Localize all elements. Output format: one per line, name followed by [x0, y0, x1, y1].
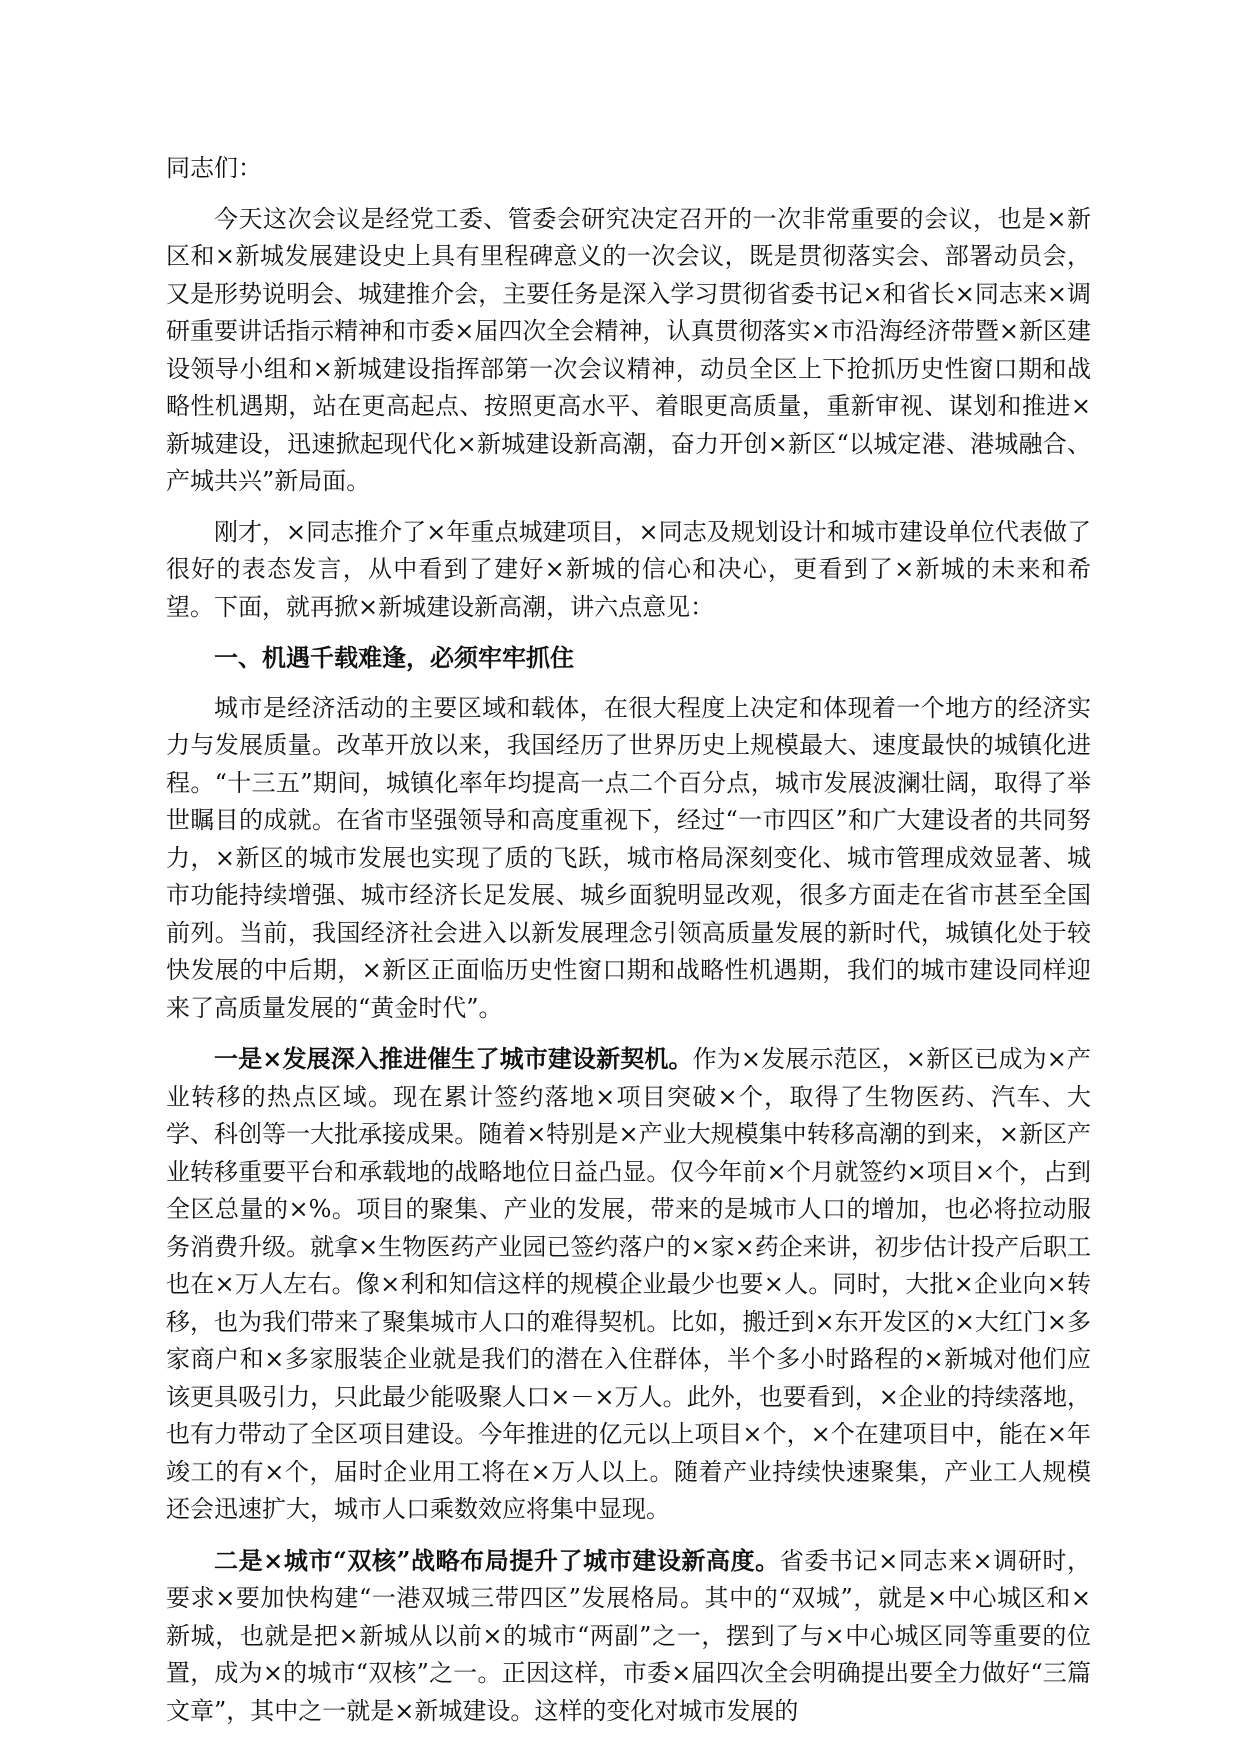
- paragraph-opening: 今天这次会议是经党工委、管委会研究决定召开的一次非常重要的会议，也是×新区和×新城发展建设史上具有里程碑意义的一次会议，既是贯彻落实会、部署动员会，又是形势说明会、城建推介会，主要任务是深入学习贯彻省委书记×和省长×同志来×调研重要讲话指示精神和市委×届四次全会精神，认真贯彻落实×市沿海经济带暨×新区建设领导小组和×新城建设指挥部第一次会议精神，动员全区上下抢抓历史性窗口期和战略性机遇期，站在更高起点、按照更高水平、着眼更高质量，重新审视、谋划和推进×新城建设，迅速掀起现代化×新城建设新高潮，奋力开创×新区“以城定港、港城融合、产城共兴”新局面。: [166, 204, 1091, 495]
- point-1-body: 作为×发展示范区，×新区已成为×产业转移的热点区域。现在累计签约落地×项目突破×个，取得了生物医药、汽车、大学、科创等一大批承接成果。随着×特别是×产业大规模集中转移高潮的到来，×新区产业转移重要平台和承载地的战略地位日益凸显。仅今年前×个月就签约×项目×个，占到全区总量的×%。项目的聚集、产业的发展，带来的是城市人口的增加，也必将拉动服务消费升级。就拿×生物医药产业园已签约落户的×家×药企来讲，初步估计投产后职工也在×万人左右。像×利和知信这样的规模企业最少也要×人。同时，大批×企业向×转移，也为我们带来了聚集城市人口的难得契机。比如，搬迁到×东开发区的×大红门×多家商户和×多家服装企业就是我们的潜在入住群体，半个多小时路程的×新城对他们应该更具吸引力，只此最少能吸聚人口×－×万人。此外，也要看到，×企业的持续落地，也有力带动了全区项目建设。今年推进的亿元以上项目×个，×个在建项目中，能在×年竣工的有×个，届时企业用工将在×万人以上。随着产业持续快速聚集，产业工人规模还会迅速扩大，城市人口乘数效应将集中显现。: [166, 1045, 1092, 1523]
- paragraph-introduction: 刚才，×同志推介了×年重点城建项目，×同志及规划设计和城市建设单位代表做了很好的表态发言，从中看到了建好×新城的信心和决心，更看到了×新城的未来和希望。下面，就再掀×新城建设新高潮，讲六点意见：: [166, 517, 1091, 621]
- point-1-lead: 一是×发展深入推进催生了城市建设新契机。: [214, 1044, 693, 1073]
- document-page: [166, 150, 1091, 1743]
- point-2-body: 省委书记×同志来×调研时，要求×要加快构建“一港双城三带四区”发展格局。其中的“双城”，就是×中心城区和×新城，也就是把×新城从以前×的城市“两副”之一，摆到了与×中心城区同等重要的位置，成为×的城市“双核”之一。正因这样，市委×届四次全会明确提出要全力做好“三篇文章”，其中之一就是×新城建设。这样的变化对城市发展的: [166, 1546, 1092, 1725]
- point-2-lead: 二是×城市“双核”战略布局提升了城市建设新高度。: [214, 1545, 780, 1575]
- salutation: 同志们：: [166, 154, 262, 182]
- paragraph-point-2: [166, 1542, 1091, 1731]
- section-heading-1: 一、机遇千载难逢，必须牢牢抓住: [214, 643, 574, 672]
- paragraph-point-1: [166, 1040, 1091, 1529]
- paragraph-section-1-overview: 城市是经济活动的主要区域和载体，在很大程度上决定和体现着一个地方的经济实力与发展质量。改革开放以来，我国经历了世界历史上规模最大、速度最快的城镇化进程。“十三五”期间，城镇化率年均提高一点二个百分点，城市发展波澜壮阔，取得了举世瞩目的成就。在省市坚强领导和高度重视下，经过“一市四区”和广大建设者的共同努力，×新区的城市发展也实现了质的飞跃，城市格局深刻变化、城市管理成效显著、城市功能持续增强、城市经济长足发展、城乡面貌明显改观，很多方面走在省市甚至全国前列。当前，我国经济社会进入以新发展理念引领高质量发展的新时代，城镇化处于较快发展的中后期，×新区正面临历史性窗口期和战略性机遇期，我们的城市建设同样迎来了高质量发展的“黄金时代”。: [166, 693, 1091, 1022]
